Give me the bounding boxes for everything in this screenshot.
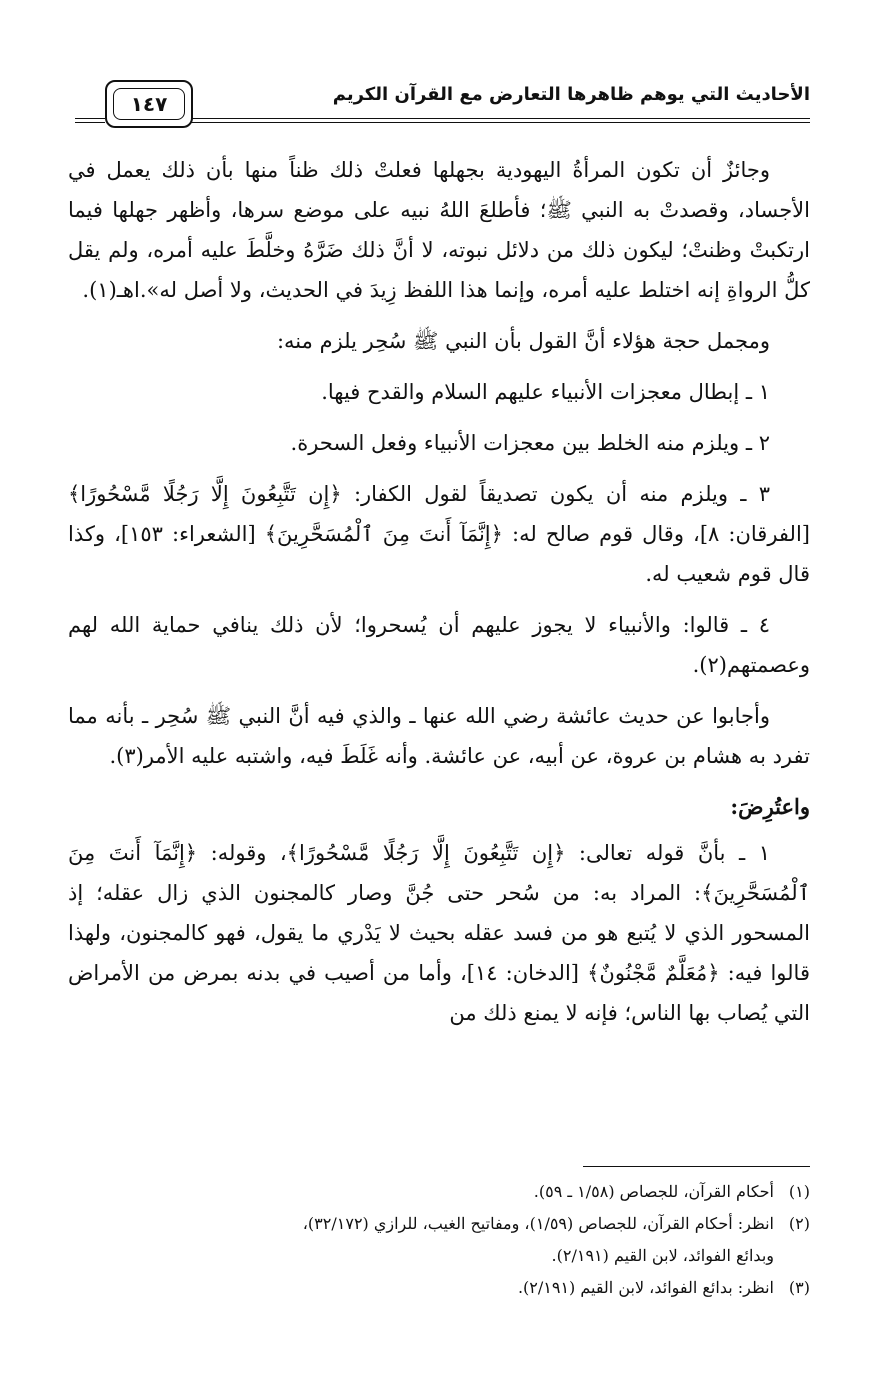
footnote-continuation: وبدائع الفوائد، لابن القيم (٢/١٩١). bbox=[551, 1246, 774, 1265]
running-header bbox=[75, 80, 810, 130]
header-rule bbox=[75, 118, 105, 119]
list-item: ٣ ـ ويلزم منه أن يكون تصديقاً لقول الكفار: ﴿إِن تَتَّبِعُونَ إِلَّا رَجُلًا مَّسْحُورًا﴾ [الفرقان: ٨]، وقال قوم صالح له: ﴿إِنَّمَآ أَنتَ مِنَ ٱلْمُسَحَّرِينَ﴾ [الشعراء: ١٥٣]، وكذا قال قوم شعيب له. bbox=[68, 482, 810, 586]
paragraph: ومجمل حجة هؤلاء أنَّ القول بأن النبي ﷺ سُحِر يلزم منه: bbox=[276, 329, 770, 353]
footnote-text: انظر: أحكام القرآن، للجصاص (١/٥٩)، ومفاتيح الغيب، للرازي (٣٢/١٧٢)، bbox=[302, 1214, 774, 1233]
section-heading: واعتُرِضَ: bbox=[730, 794, 810, 819]
header-title: الأحاديث التي يوهم ظاهرها التعارض مع القرآن الكريم bbox=[332, 84, 810, 105]
footnote-number: (٣) bbox=[788, 1278, 810, 1297]
footnote-separator bbox=[583, 1166, 810, 1167]
header-rule bbox=[190, 122, 810, 123]
footnote bbox=[68, 1176, 810, 1208]
header-rule bbox=[190, 118, 810, 119]
list-item: ١ ـ إبطال معجزات الأنبياء عليهم السلام والقدح فيها. bbox=[321, 380, 770, 404]
footnote-text: انظر: بدائع الفوائد، لابن القيم (٢/١٩١). bbox=[517, 1278, 774, 1297]
main-text bbox=[68, 150, 810, 1044]
paragraph: وأجابوا عن حديث عائشة رضي الله عنها ـ والذي فيه أنَّ النبي ﷺ سُحِر ـ بأنه مما تفرد به هشام بن عروة، عن أبيه، عن عائشة. وأنه غَلَطَ فيه، واشتبه عليه الأمر(٣). bbox=[68, 704, 810, 768]
list-item: ٤ ـ قالوا: والأنبياء لا يجوز عليهم أن يُسحروا؛ لأن ذلك ينافي حماية الله لهم وعصمتهم(٢). bbox=[68, 613, 810, 677]
footnote-number: (١) bbox=[788, 1182, 810, 1201]
page-number: ١٤٧ bbox=[113, 88, 185, 120]
footnotes bbox=[68, 1176, 810, 1304]
list-item: ١ ـ بأنَّ قوله تعالى: ﴿إِن تَتَّبِعُونَ إِلَّا رَجُلًا مَّسْحُورًا﴾، وقوله: ﴿إِنَّمَآ أَنتَ مِنَ ٱلْمُسَحَّرِينَ﴾: المراد به: من سُحر حتى جُنَّ وصار كالمجنون الذي زال عقله؛ إذ المسحور الذي لا يُتبع هو من فسد عقله بحيث لا يَدْري ما يقول، فهو كالمجنون، ولهذا قالوا فيه: ﴿مُعَلَّمٌ مَّجْنُونٌ﴾ [الدخان: ١٤]، وأما من أصيب في بدنه بمرض من الأمراض التي يُصاب بها الناس؛ فإنه لا يمنع ذلك من bbox=[68, 841, 810, 1025]
list-item: ٢ ـ ويلزم منه الخلط بين معجزات الأنبياء وفعل السحرة. bbox=[290, 431, 770, 455]
footnote-number: (٢) bbox=[788, 1214, 810, 1233]
page-number-frame bbox=[105, 80, 193, 128]
footnote-text: أحكام القرآن، للجصاص (١/٥٨ ـ ٥٩). bbox=[533, 1182, 774, 1201]
paragraph: وجائزٌ أن تكون المرأةُ اليهودية بجهلها فعلتْ ذلك ظناً منها بأن ذلك يعمل في الأجساد، وقصدتْ به النبي ﷺ؛ فأطلعَ اللهُ نبيه على موضع سرها، وأظهر جهلها فيما ارتكبتْ وظنتْ؛ ليكون ذلك من دلائل نبوته، لا أنَّ ذلك ضَرَّهُ وخلَّطَ عليه أمره، ولم يقل كلُّ الرواةِ إنه اختلط عليه أمره، وإنما هذا اللفظ زِيدَ في الحديث، ولا أصل له».اهـ(١). bbox=[68, 158, 810, 302]
header-rule bbox=[75, 122, 105, 123]
footnote bbox=[68, 1272, 810, 1304]
footnote bbox=[68, 1208, 810, 1240]
